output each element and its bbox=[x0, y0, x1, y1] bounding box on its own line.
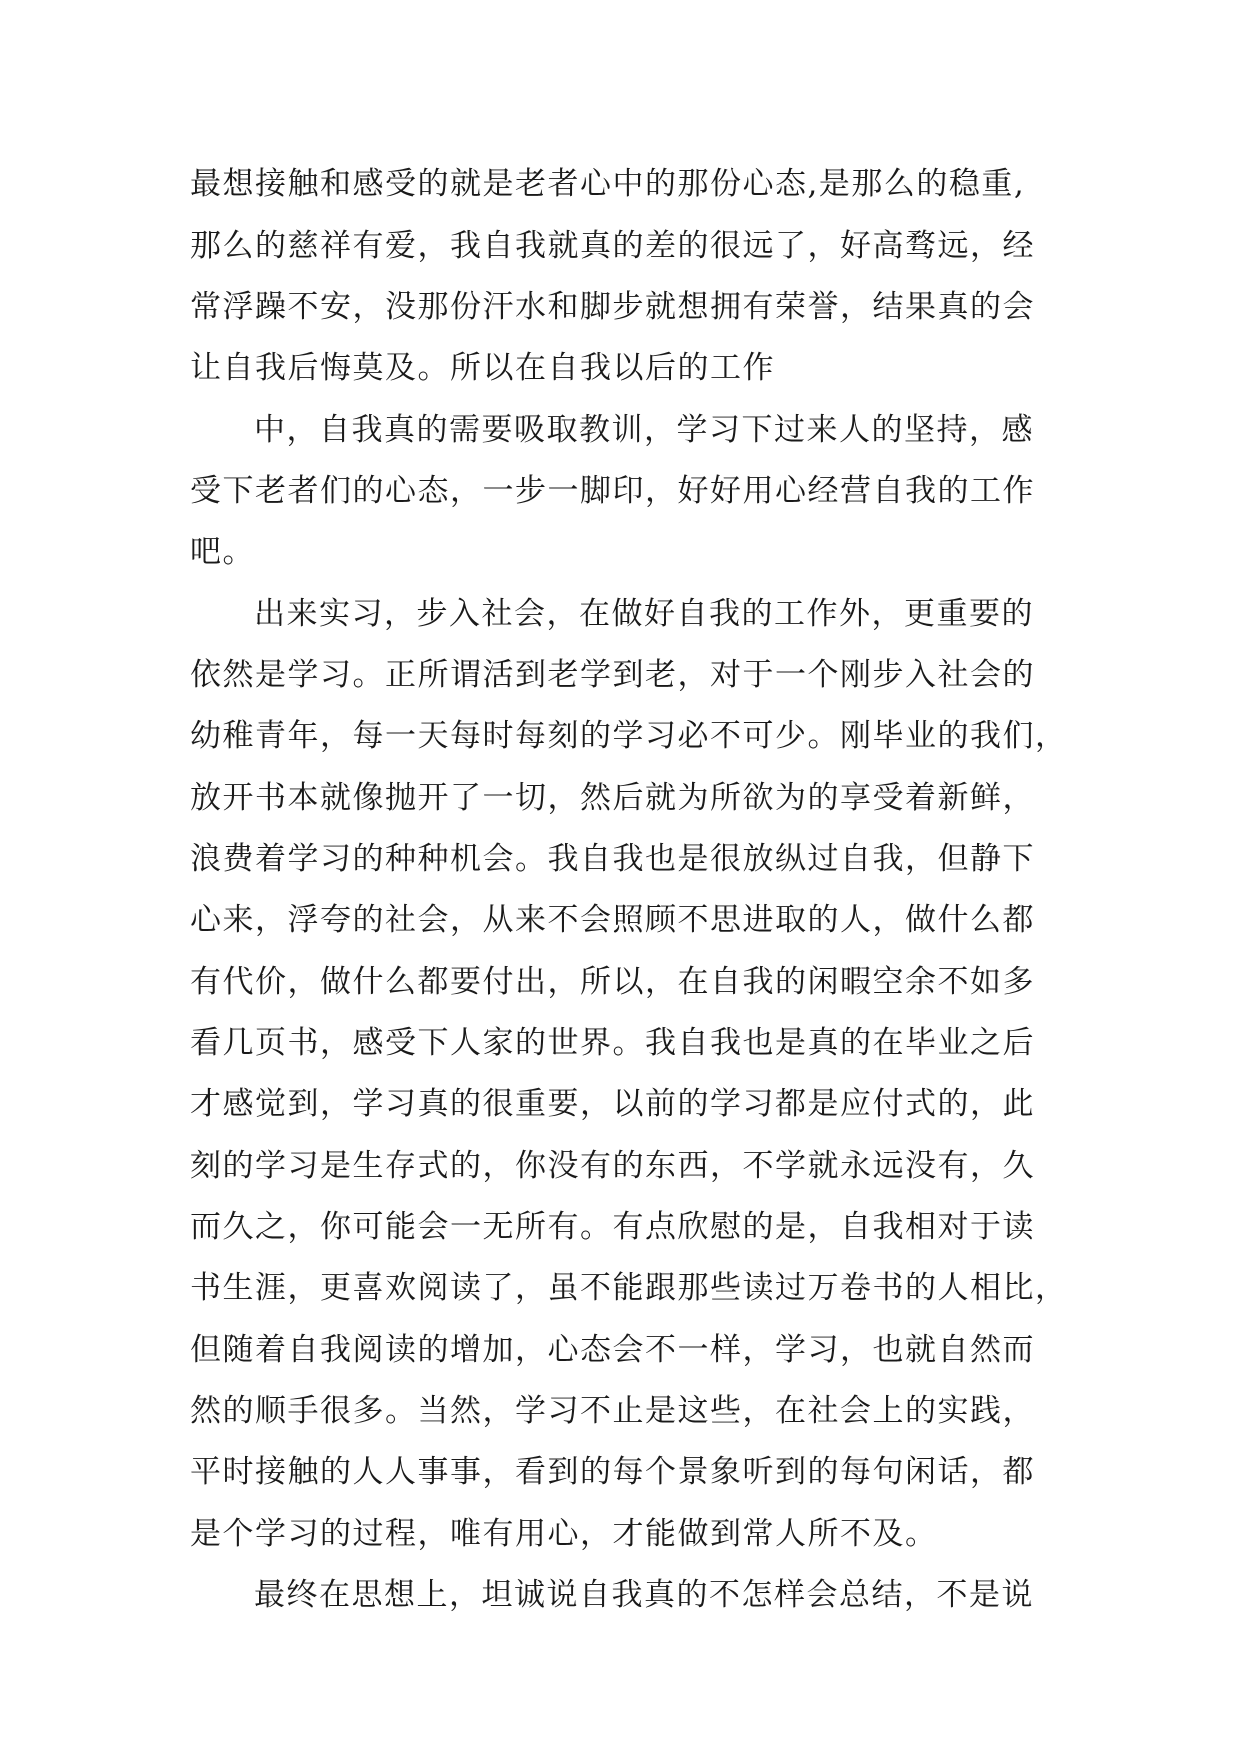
text-line: 刻的学习是生存式的，你没有的东西，不学就永远没有，久 bbox=[190, 1148, 1035, 1184]
paragraph-start-line: 出来实习，步入社会，在做好自我的工作外，更重要的 bbox=[254, 596, 1034, 632]
text-line: 而久之，你可能会一无所有。有点欣慰的是，自我相对于读 bbox=[190, 1209, 1035, 1245]
text-line: 受下老者们的心态，一步一脚印，好好用心经营自我的工作 bbox=[190, 473, 1035, 509]
text-line: 最想接触和感受的就是老者心中的那份心态,是那么的稳重, bbox=[190, 166, 1026, 202]
paragraph-start-line: 最终在思想上，坦诚说自我真的不怎样会总结，不是说 bbox=[254, 1577, 1034, 1613]
text-line: 但随着自我阅读的增加，心态会不一样，学习，也就自然而 bbox=[190, 1332, 1035, 1368]
text-line: 让自我后悔莫及。所以在自我以后的工作 bbox=[190, 350, 775, 386]
text-line: 然的顺手很多。当然，学习不止是这些，在社会上的实践， bbox=[190, 1393, 1035, 1429]
text-line: 书生涯，更喜欢阅读了，虽不能跟那些读过万卷书的人相比， bbox=[190, 1270, 1068, 1306]
text-line: 平时接触的人人事事，看到的每个景象听到的每句闲话，都 bbox=[190, 1454, 1035, 1490]
paragraph-start-line: 中，自我真的需要吸取教训，学习下过来人的坚持，感 bbox=[254, 412, 1034, 448]
text-line: 吧。 bbox=[190, 534, 255, 570]
text-line: 那么的慈祥有爱，我自我就真的差的很远了，好高骛远，经 bbox=[190, 228, 1035, 264]
text-line: 常浮躁不安，没那份汗水和脚步就想拥有荣誉，结果真的会 bbox=[190, 289, 1035, 325]
text-line: 放开书本就像抛开了一切，然后就为所欲为的享受着新鲜， bbox=[190, 780, 1035, 816]
text-line: 浪费着学习的种种机会。我自我也是很放纵过自我，但静下 bbox=[190, 841, 1035, 877]
text-line: 有代价，做什么都要付出，所以，在自我的闲暇空余不如多 bbox=[190, 964, 1035, 1000]
text-line: 幼稚青年，每一天每时每刻的学习必不可少。刚毕业的我们， bbox=[190, 718, 1068, 754]
text-line: 才感觉到，学习真的很重要，以前的学习都是应付式的，此 bbox=[190, 1086, 1035, 1122]
text-line: 心来，浮夸的社会，从来不会照顾不思进取的人，做什么都 bbox=[190, 902, 1035, 938]
text-line: 是个学习的过程，唯有用心，才能做到常人所不及。 bbox=[190, 1516, 938, 1552]
text-line: 依然是学习。正所谓活到老学到老，对于一个刚步入社会的 bbox=[190, 657, 1035, 693]
text-line: 看几页书，感受下人家的世界。我自我也是真的在毕业之后 bbox=[190, 1025, 1035, 1061]
